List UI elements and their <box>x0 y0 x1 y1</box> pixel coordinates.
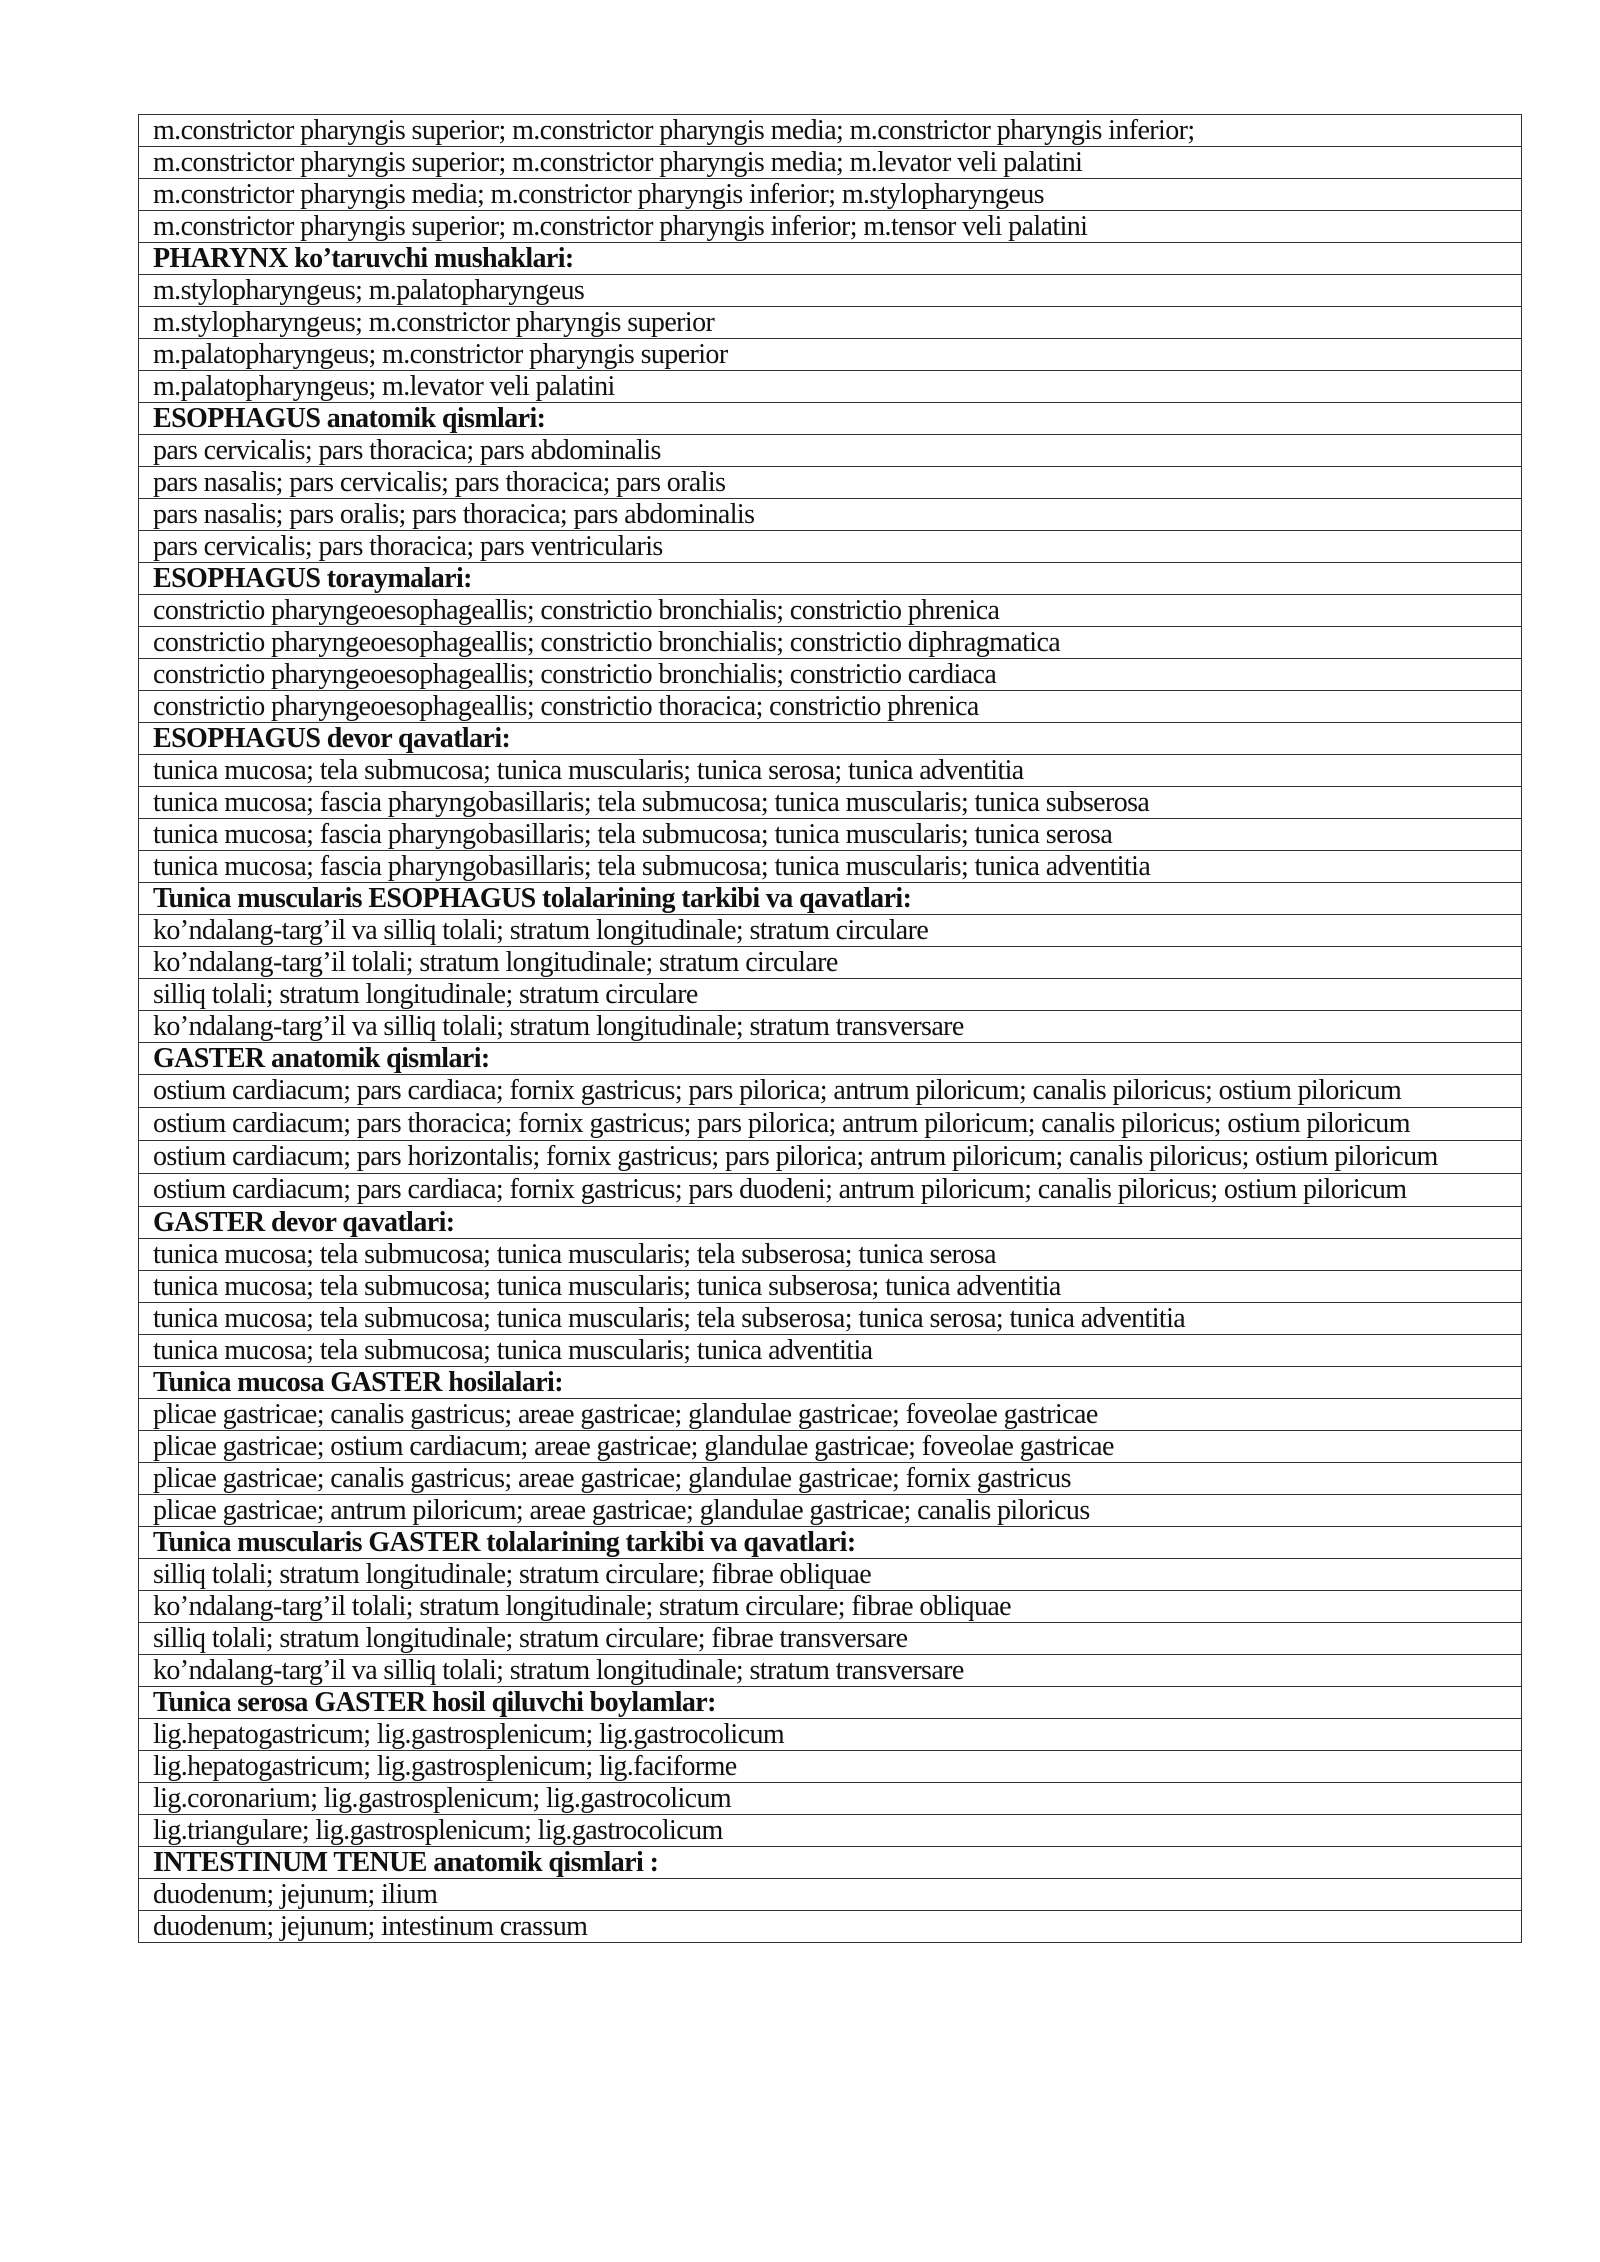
answer-option-text: m.stylopharyngeus; m.constrictor pharyngis superior <box>139 307 1522 339</box>
answer-option-text: constrictio pharyngeoesophageallis; constrictio bronchialis; constrictio phrenica <box>139 595 1522 627</box>
answer-option-row <box>139 435 1522 467</box>
question-text: Tunica mucosa GASTER hosilalari: <box>139 1367 1522 1399</box>
answer-option-text: tunica mucosa; tela submucosa; tunica muscularis; tela subserosa; tunica serosa; tunica adventitia <box>139 1303 1522 1335</box>
answer-option-text: silliq tolali; stratum longitudinale; stratum circulare <box>139 979 1522 1011</box>
answer-option-text: tunica mucosa; fascia pharyngobasillaris; tela submucosa; tunica muscularis; tunica adventitia <box>139 851 1522 883</box>
answer-option-text: plicae gastricae; ostium cardiacum; areae gastricae; glandulae gastricae; foveolae gastricae <box>139 1431 1522 1463</box>
question-header-row <box>139 723 1522 755</box>
answer-option-row <box>139 947 1522 979</box>
question-text: ESOPHAGUS toraymalari: <box>139 563 1522 595</box>
answer-option-text: constrictio pharyngeoesophageallis; constrictio thoracica; constrictio phrenica <box>139 691 1522 723</box>
question-header-row <box>139 1367 1522 1399</box>
answer-option-text: duodenum; jejunum; ilium <box>139 1879 1522 1911</box>
answer-option-row <box>139 1655 1522 1687</box>
answer-option-text: m.constrictor pharyngis superior; m.constrictor pharyngis inferior; m.tensor veli palatini <box>139 211 1522 243</box>
answer-option-text: tunica mucosa; tela submucosa; tunica muscularis; tunica serosa; tunica adventitia <box>139 755 1522 787</box>
answer-option-text: constrictio pharyngeoesophageallis; constrictio bronchialis; constrictio cardiaca <box>139 659 1522 691</box>
answer-option-text: tunica mucosa; fascia pharyngobasillaris; tela submucosa; tunica muscularis; tunica serosa <box>139 819 1522 851</box>
question-text: Tunica muscularis GASTER tolalarining tarkibi va qavatlari: <box>139 1527 1522 1559</box>
answer-option-row <box>139 1559 1522 1591</box>
question-table <box>138 114 1522 1943</box>
answer-option-text: lig.hepatogastricum; lig.gastrosplenicum; lig.faciforme <box>139 1751 1522 1783</box>
answer-option-text: plicae gastricae; antrum piloricum; areae gastricae; glandulae gastricae; canalis piloricus <box>139 1495 1522 1527</box>
answer-option-text: tunica mucosa; tela submucosa; tunica muscularis; tunica adventitia <box>139 1335 1522 1367</box>
answer-option-text: pars cervicalis; pars thoracica; pars abdominalis <box>139 435 1522 467</box>
answer-option-row <box>139 1463 1522 1495</box>
answer-option-row <box>139 1719 1522 1751</box>
answer-option-row <box>139 115 1522 147</box>
answer-option-row <box>139 1591 1522 1623</box>
answer-option-row <box>139 1271 1522 1303</box>
answer-option-text: ko’ndalang-targ’il va silliq tolali; stratum longitudinale; stratum circulare <box>139 915 1522 947</box>
answer-option-row <box>139 1399 1522 1431</box>
answer-option-text: ostium cardiacum; pars thoracica; fornix gastricus; pars pilorica; antrum piloricum; canalis piloricus; ostium piloricum <box>139 1108 1522 1141</box>
answer-option-text: ostium cardiacum; pars horizontalis; fornix gastricus; pars pilorica; antrum piloricum; canalis piloricus; ostium piloricum <box>139 1141 1522 1174</box>
answer-option-text: plicae gastricae; canalis gastricus; areae gastricae; glandulae gastricae; fornix gastricus <box>139 1463 1522 1495</box>
answer-option-text: duodenum; jejunum; intestinum crassum <box>139 1911 1522 1943</box>
answer-option-text: lig.coronarium; lig.gastrosplenicum; lig.gastrocolicum <box>139 1783 1522 1815</box>
answer-option-text: pars nasalis; pars cervicalis; pars thoracica; pars oralis <box>139 467 1522 499</box>
answer-option-row <box>139 499 1522 531</box>
answer-option-row <box>139 659 1522 691</box>
answer-option-row <box>139 1751 1522 1783</box>
question-text: GASTER devor qavatlari: <box>139 1207 1522 1239</box>
answer-option-row <box>139 1879 1522 1911</box>
answer-option-text: lig.hepatogastricum; lig.gastrosplenicum; lig.gastrocolicum <box>139 1719 1522 1751</box>
answer-option-row <box>139 1075 1522 1108</box>
question-header-row <box>139 243 1522 275</box>
answer-option-row <box>139 339 1522 371</box>
answer-option-text: pars cervicalis; pars thoracica; pars ventricularis <box>139 531 1522 563</box>
answer-option-row <box>139 1174 1522 1207</box>
answer-option-text: m.constrictor pharyngis superior; m.constrictor pharyngis media; m.levator veli palatini <box>139 147 1522 179</box>
answer-option-row <box>139 179 1522 211</box>
answer-option-text: ko’ndalang-targ’il va silliq tolali; stratum longitudinale; stratum transversare <box>139 1011 1522 1043</box>
question-header-row <box>139 1687 1522 1719</box>
answer-option-row <box>139 1911 1522 1943</box>
answer-option-row <box>139 307 1522 339</box>
answer-option-row <box>139 1011 1522 1043</box>
answer-option-row <box>139 1815 1522 1847</box>
question-header-row <box>139 1847 1522 1879</box>
answer-option-text: constrictio pharyngeoesophageallis; constrictio bronchialis; constrictio diphragmatica <box>139 627 1522 659</box>
answer-option-row <box>139 211 1522 243</box>
answer-option-row <box>139 819 1522 851</box>
answer-option-row <box>139 147 1522 179</box>
answer-option-row <box>139 1623 1522 1655</box>
question-table-body <box>139 115 1522 1943</box>
answer-option-row <box>139 787 1522 819</box>
answer-option-text: m.constrictor pharyngis superior; m.constrictor pharyngis media; m.constrictor pharyngis inferior; <box>139 115 1522 147</box>
question-text: GASTER anatomik qismlari: <box>139 1043 1522 1075</box>
question-text: PHARYNX ko’taruvchi mushaklari: <box>139 243 1522 275</box>
question-text: Tunica serosa GASTER hosil qiluvchi boylamlar: <box>139 1687 1522 1719</box>
answer-option-text: m.palatopharyngeus; m.levator veli palatini <box>139 371 1522 403</box>
question-text: ESOPHAGUS devor qavatlari: <box>139 723 1522 755</box>
answer-option-text: tunica mucosa; tela submucosa; tunica muscularis; tela subserosa; tunica serosa <box>139 1239 1522 1271</box>
answer-option-text: m.constrictor pharyngis media; m.constrictor pharyngis inferior; m.stylopharyngeus <box>139 179 1522 211</box>
answer-option-row <box>139 467 1522 499</box>
question-header-row <box>139 1207 1522 1239</box>
answer-option-row <box>139 979 1522 1011</box>
answer-option-text: tunica mucosa; tela submucosa; tunica muscularis; tunica subserosa; tunica adventitia <box>139 1271 1522 1303</box>
answer-option-row <box>139 755 1522 787</box>
answer-option-text: ko’ndalang-targ’il va silliq tolali; stratum longitudinale; stratum transversare <box>139 1655 1522 1687</box>
answer-option-text: m.palatopharyngeus; m.constrictor pharyngis superior <box>139 339 1522 371</box>
answer-option-row <box>139 531 1522 563</box>
answer-option-text: ostium cardiacum; pars cardiaca; fornix gastricus; pars pilorica; antrum piloricum; canalis piloricus; ostium piloricum <box>139 1075 1522 1108</box>
answer-option-row <box>139 1108 1522 1141</box>
answer-option-row <box>139 915 1522 947</box>
answer-option-row <box>139 1239 1522 1271</box>
answer-option-row <box>139 627 1522 659</box>
answer-option-text: m.stylopharyngeus; m.palatopharyngeus <box>139 275 1522 307</box>
answer-option-row <box>139 275 1522 307</box>
answer-option-row <box>139 1783 1522 1815</box>
answer-option-text: ko’ndalang-targ’il tolali; stratum longitudinale; stratum circulare <box>139 947 1522 979</box>
answer-option-row <box>139 1335 1522 1367</box>
answer-option-text: lig.triangulare; lig.gastrosplenicum; lig.gastrocolicum <box>139 1815 1522 1847</box>
answer-option-row <box>139 851 1522 883</box>
question-header-row <box>139 1043 1522 1075</box>
answer-option-text: ostium cardiacum; pars cardiaca; fornix gastricus; pars duodeni; antrum piloricum; canalis piloricus; ostium piloricum <box>139 1174 1522 1207</box>
answer-option-text: pars nasalis; pars oralis; pars thoracica; pars abdominalis <box>139 499 1522 531</box>
question-text: INTESTINUM TENUE anatomik qismlari : <box>139 1847 1522 1879</box>
question-header-row <box>139 563 1522 595</box>
question-text: ESOPHAGUS anatomik qismlari: <box>139 403 1522 435</box>
answer-option-row <box>139 595 1522 627</box>
answer-option-row <box>139 1141 1522 1174</box>
question-header-row <box>139 403 1522 435</box>
question-header-row <box>139 1527 1522 1559</box>
answer-option-row <box>139 1303 1522 1335</box>
answer-option-text: tunica mucosa; fascia pharyngobasillaris; tela submucosa; tunica muscularis; tunica subserosa <box>139 787 1522 819</box>
answer-option-row <box>139 371 1522 403</box>
answer-option-row <box>139 1495 1522 1527</box>
question-header-row <box>139 883 1522 915</box>
answer-option-text: ko’ndalang-targ’il tolali; stratum longitudinale; stratum circulare; fibrae obliquae <box>139 1591 1522 1623</box>
question-text: Tunica muscularis ESOPHAGUS tolalarining tarkibi va qavatlari: <box>139 883 1522 915</box>
answer-option-text: silliq tolali; stratum longitudinale; stratum circulare; fibrae transversare <box>139 1623 1522 1655</box>
answer-option-text: silliq tolali; stratum longitudinale; stratum circulare; fibrae obliquae <box>139 1559 1522 1591</box>
answer-option-text: plicae gastricae; canalis gastricus; areae gastricae; glandulae gastricae; foveolae gastricae <box>139 1399 1522 1431</box>
answer-option-row <box>139 691 1522 723</box>
answer-option-row <box>139 1431 1522 1463</box>
